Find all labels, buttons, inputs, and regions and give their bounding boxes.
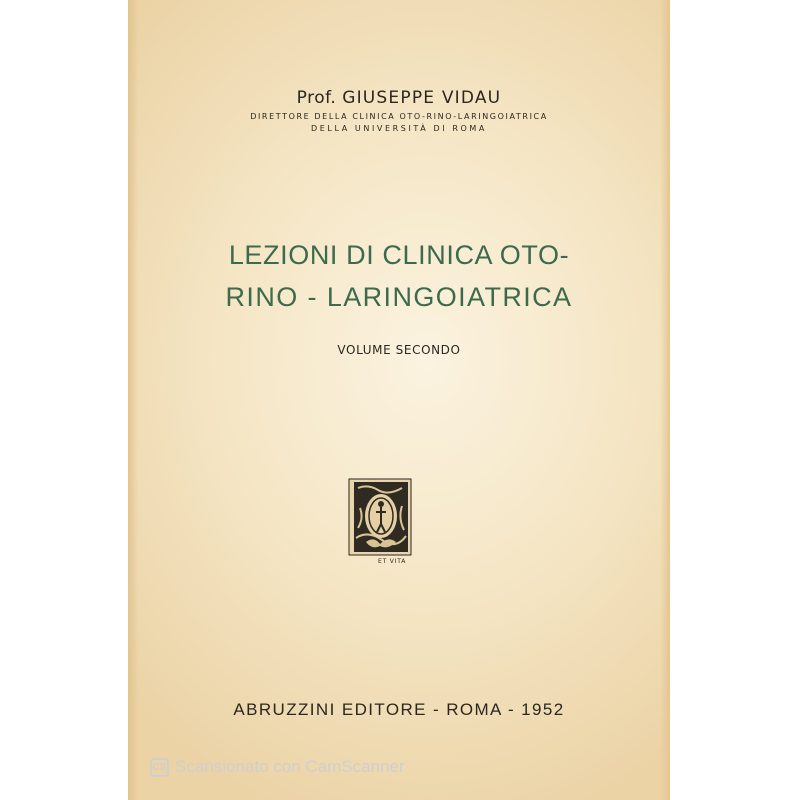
book-title-line-1: LEZIONI DI CLINICA OTO- [228, 240, 570, 270]
book-title-line-2: RINO - LARINGOIATRICA [225, 282, 573, 312]
volume-label: VOLUME SECONDO [337, 343, 461, 357]
affiliation-line-1: DIRETTORE DELLA CLINICA OTO-RINO-LARINGOIATRICA [250, 112, 548, 121]
affiliation-line-2: DELLA UNIVERSITÀ DI ROMA [310, 124, 488, 133]
title-page [128, 0, 670, 800]
watermark-text: Scansionato con CamScanner [175, 757, 405, 776]
author-line [128, 88, 670, 108]
camscanner-watermark [150, 757, 405, 777]
imprint-line: ABRUZZINI EDITORE - ROMA - 1952 [233, 700, 565, 719]
printer-device-icon [348, 478, 412, 574]
camscanner-logo-icon: CS [150, 758, 169, 777]
author-prefix: Prof. [296, 88, 337, 108]
publisher-motto: ET VITA [378, 558, 407, 565]
author-name: GIUSEPPE VIDAU [342, 88, 502, 108]
